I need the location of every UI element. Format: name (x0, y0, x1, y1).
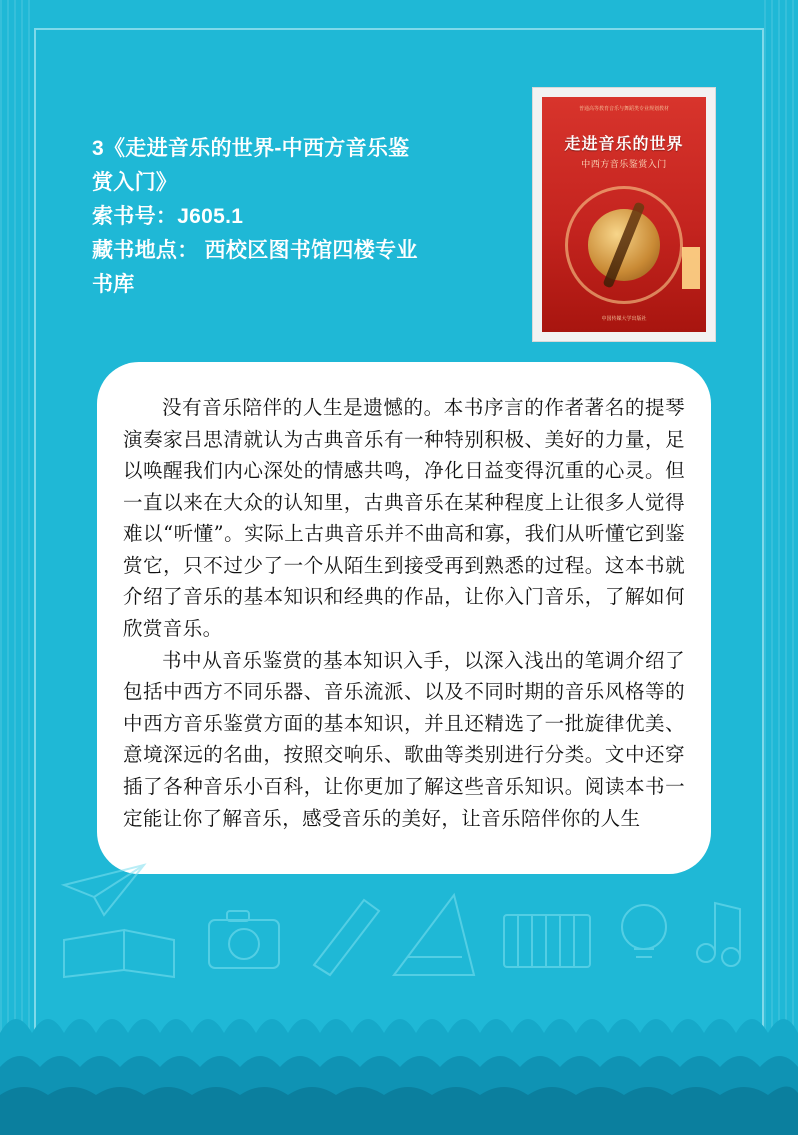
description-card (97, 362, 711, 874)
book-title-line-2: 赏入门》 (92, 171, 178, 195)
cover-side-tab (682, 247, 700, 289)
location-line-1: 藏书地点： 西校区图书馆四楼专业 (92, 239, 418, 263)
location-line-2: 书库 (92, 273, 135, 297)
book-info-block (92, 132, 492, 302)
book-cover-image (532, 87, 716, 342)
book-title-line-1: 3《走进音乐的世界-中西方音乐鉴 (92, 137, 410, 160)
wave-footer (0, 975, 798, 1135)
cover-instrument-graphic (568, 189, 680, 301)
right-stripe-texture (764, 0, 798, 1135)
call-number: 索书号：J605.1 (92, 205, 244, 229)
left-stripe-texture (0, 0, 34, 1135)
cover-subtitle: 中西方音乐鉴赏入门 (581, 159, 667, 169)
cover-publisher: 中国传媒大学出版社 (601, 316, 647, 322)
cover-title: 走进音乐的世界 (564, 136, 684, 153)
description-paragraph-2: 书中从音乐鉴赏的基本知识入手，以深入浅出的笔调介绍了包括中西方不同乐器、音乐流派、以及不同时期的音乐风格等的中西方音乐鉴赏方面的基本知识，并且还精选了一批旋律优美、意境深远的名曲，按照交响乐、歌曲等类别进行分类。文中还穿插了各种音乐小百科，让你更加了解这些音乐知识。阅读本书一定能让你了解音乐，感受音乐的美好，让音乐陪伴你的人生 (123, 648, 685, 830)
book-cover-art (542, 97, 706, 332)
doodle-decorations (34, 845, 764, 985)
cover-series-text: 普通高等教育音乐与舞蹈类专业规划教材 (578, 106, 669, 112)
description-paragraph-1: 没有音乐陪伴的人生是遗憾的。本书序言的作者著名的提琴演奏家吕思清就认为古典音乐有一种特别积极、美好的力量，足以唤醒我们内心深处的情感共鸣，净化日益变得沉重的心灵。但一直以来在大众的认知里，古典音乐在某种程度上让很多人觉得难以“听懂”。实际上古典音乐并不曲高和寡，我们从听懂它到鉴赏它，只不过少了一个从陌生到接受再到熟悉的过程。这本书就介绍了音乐的基本知识和经典的作品，让你入门音乐，了解如何欣赏音乐。 (123, 396, 685, 641)
